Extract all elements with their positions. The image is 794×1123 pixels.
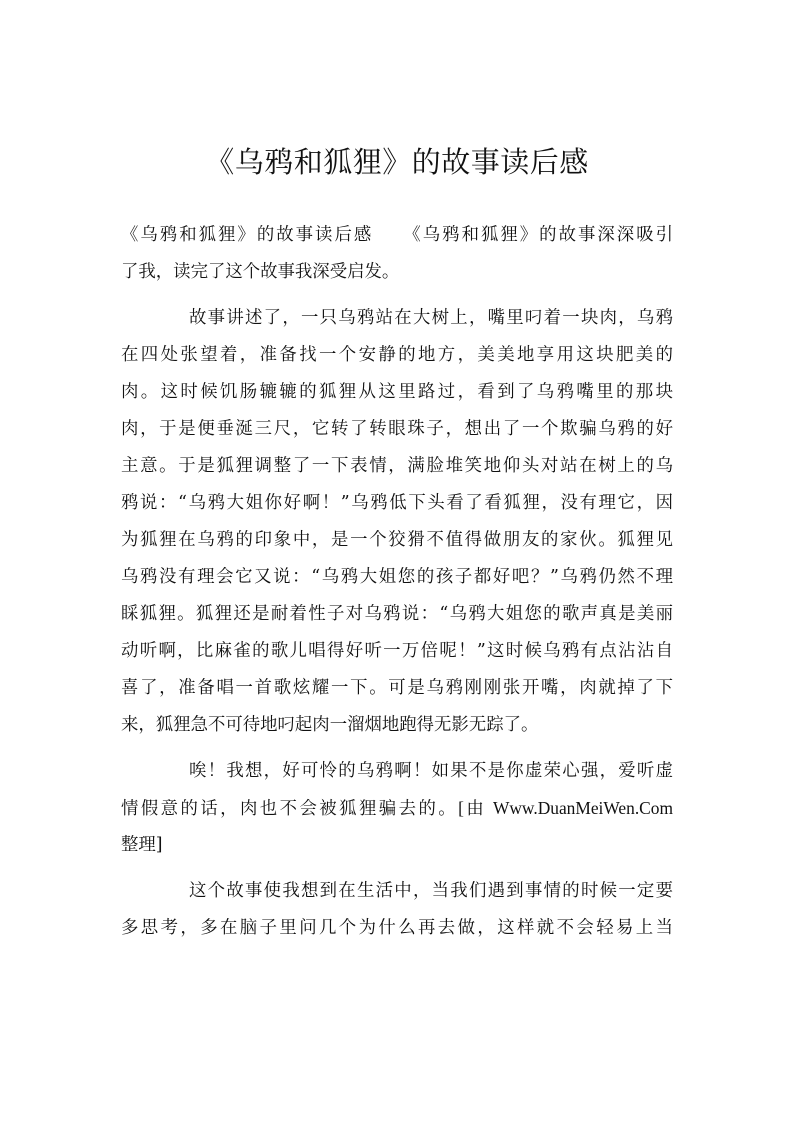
paragraph-line: 来，狐狸急不可待地叼起肉一溜烟地跑得无影无踪了。 <box>121 715 539 735</box>
paragraph-line: 《乌鸦和狐狸》的故事读后感 《乌鸦和狐狸》的故事深深吸引 <box>121 225 673 245</box>
document-title: 《乌鸦和狐狸》的故事读后感 <box>205 145 589 179</box>
document-body <box>121 217 673 947</box>
paragraph-line: 肉。这时候饥肠辘辘的狐狸从这里路过，看到了乌鸦嘴里的那块 <box>121 382 673 402</box>
paragraph-line: 整理] <box>121 835 163 855</box>
paragraph-line: 为狐狸在乌鸦的印象中，是一个狡猾不值得做朋友的家伙。狐狸见 <box>121 530 673 550</box>
paragraph-line: 喜了，准备唱一首歌炫耀一下。可是乌鸦刚刚张开嘴，肉就掉了下 <box>121 678 673 698</box>
paragraph-line: 睬狐狸。狐狸还是耐着性子对乌鸦说：“乌鸦大姐您的歌声真是美丽 <box>121 604 673 624</box>
paragraph-line: 故事讲述了，一只乌鸦站在大树上，嘴里叼着一块肉，乌鸦 <box>189 308 673 328</box>
paragraph-line: 情假意的话，肉也不会被狐狸骗去的。[由 Www.DuanMeiWen.Com <box>121 798 673 818</box>
paragraph-line: 肉，于是便垂涎三尺，它转了转眼珠子，想出了一个欺骗乌鸦的好 <box>121 419 673 439</box>
paragraph-line: 乌鸦没有理会它又说：“乌鸦大姐您的孩子都好吧？”乌鸦仍然不理 <box>121 567 673 587</box>
paragraph-line: 动听啊，比麻雀的歌儿唱得好听一万倍呢！”这时候乌鸦有点沾沾自 <box>121 641 673 661</box>
paragraph-line: 唉！我想，好可怜的乌鸦啊！如果不是你虚荣心强，爱听虚 <box>189 761 673 781</box>
paragraph-line: 了我，读完了这个故事我深受启发。 <box>121 262 400 282</box>
paragraph-line: 多思考，多在脑子里问几个为什么再去做，这样就不会轻易上当 <box>121 918 673 938</box>
paragraph-line: 鸦说：“乌鸦大姐你好啊！”乌鸦低下头看了看狐狸，没有理它，因 <box>121 493 673 513</box>
paragraph-line: 在四处张望着，准备找一个安静的地方，美美地享用这块肥美的 <box>121 345 673 365</box>
paragraph-line: 这个故事使我想到在生活中，当我们遇到事情的时候一定要 <box>189 881 673 901</box>
paragraph-line: 主意。于是狐狸调整了一下表情，满脸堆笑地仰头对站在树上的乌 <box>121 456 673 476</box>
